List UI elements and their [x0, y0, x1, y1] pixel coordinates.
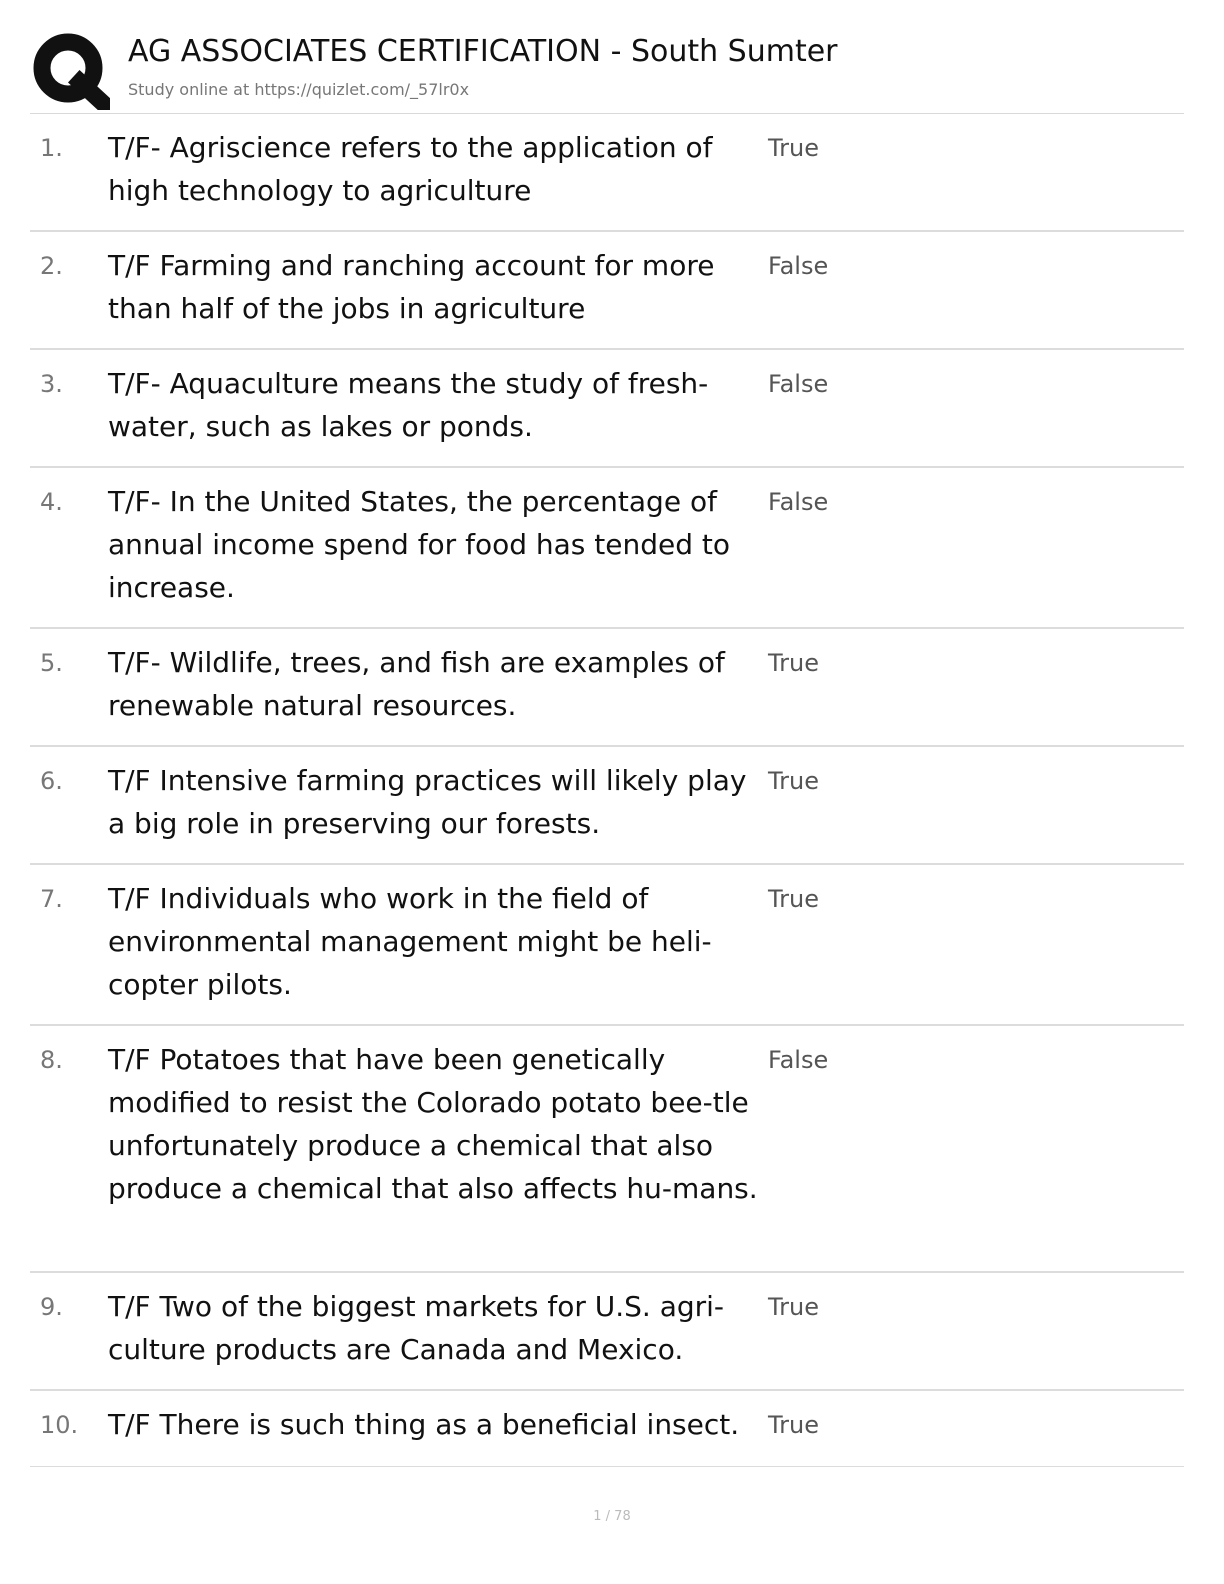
card-definition: False — [768, 1046, 829, 1074]
card-number: 4. — [40, 488, 63, 516]
card-term: T/F Farming and ranching account for more than half of the jobs in agriculture — [108, 249, 715, 325]
card-term: T/F Potatoes that have been genetically modified to resist the Colorado potato bee-tle unfortunately produce a chemical that also produce a chemical that also affects hu-mans. — [108, 1043, 758, 1205]
flashcard-row — [30, 1273, 1184, 1391]
card-definition: False — [768, 370, 829, 398]
card-term: T/F- Agriscience refers to the application of high technology to agriculture — [108, 131, 713, 207]
card-number: 2. — [40, 252, 63, 280]
flashcard-list — [30, 114, 1184, 1467]
card-definition: True — [768, 1293, 819, 1321]
card-definition: True — [768, 767, 819, 795]
card-definition: False — [768, 488, 829, 516]
card-definition: True — [768, 134, 819, 162]
card-term: T/F Two of the biggest markets for U.S. agri-culture products are Canada and Mexico. — [108, 1290, 725, 1366]
flashcard-row — [30, 629, 1184, 747]
card-term: T/F- Aquaculture means the study of fresh-water, such as lakes or ponds. — [108, 367, 709, 443]
card-definition: True — [768, 885, 819, 913]
card-number: 8. — [40, 1046, 63, 1074]
card-number: 3. — [40, 370, 63, 398]
flashcard-row — [30, 747, 1184, 865]
document-title: AG ASSOCIATES CERTIFICATION - South Sumter — [128, 34, 838, 69]
flashcard-row — [30, 1026, 1184, 1273]
card-term: T/F Intensive farming practices will likely play a big role in preserving our forests. — [108, 764, 747, 840]
card-definition: False — [768, 252, 829, 280]
card-term: T/F There is such thing as a beneficial insect. — [108, 1408, 740, 1441]
flashcard-row — [30, 865, 1184, 1026]
card-term: T/F- In the United States, the percentage of annual income spend for food has tended to increase. — [108, 485, 731, 604]
card-number: 7. — [40, 885, 63, 913]
card-number: 10. — [40, 1411, 79, 1439]
card-number: 1. — [40, 134, 63, 162]
card-definition: True — [768, 1411, 819, 1439]
flashcard-row — [30, 1391, 1184, 1467]
study-online-link[interactable]: Study online at https://quizlet.com/_57lr0x — [128, 80, 470, 99]
quizlet-logo-icon — [30, 30, 110, 110]
card-definition: True — [768, 649, 819, 677]
flashcard-row — [30, 114, 1184, 232]
card-number: 9. — [40, 1293, 63, 1321]
card-term: T/F- Wildlife, trees, and fish are examples of renewable natural resources. — [108, 646, 725, 722]
card-term: T/F Individuals who work in the field of environmental management might be heli-copter pilots. — [108, 882, 712, 1001]
document-header — [30, 28, 1184, 114]
flashcard-row — [30, 232, 1184, 350]
card-number: 6. — [40, 767, 63, 795]
flashcard-row — [30, 468, 1184, 629]
flashcard-row — [30, 350, 1184, 468]
card-number: 5. — [40, 649, 63, 677]
page-number: 1 / 78 — [593, 1509, 631, 1524]
